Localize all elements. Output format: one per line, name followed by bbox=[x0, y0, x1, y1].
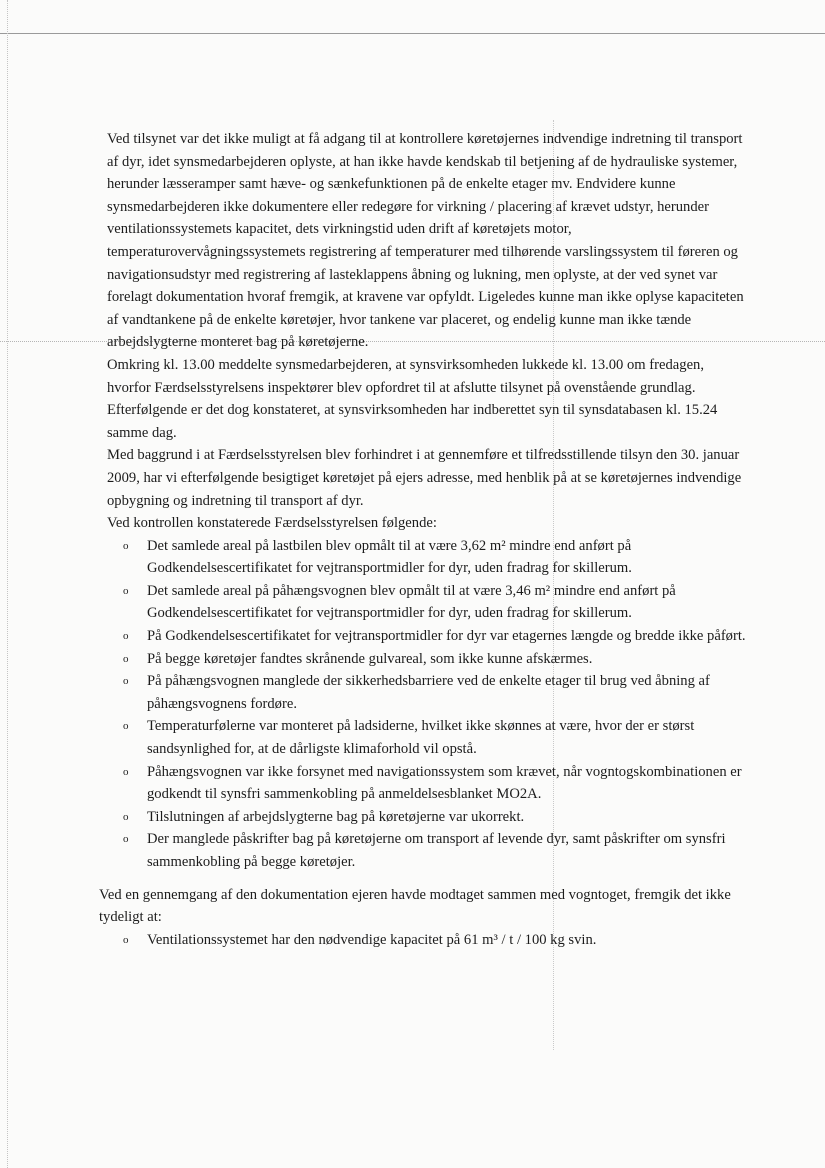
bullet-icon: o bbox=[123, 833, 129, 846]
closing-time-paragraph: Omkring kl. 13.00 meddelte synsmedarbejderen, at synsvirksomheden lukkede kl. 13.00 om fredagen, hvorfor Færdselsstyrelsens inspektører blev opfordret til at afslutte tilsynet på ovenstående grundlag. Efterfølgende er det dog konstateret, at synsvirksomheden har indberettet syn til synsdatabasen kl. 15.24 samme dag. bbox=[107, 356, 718, 441]
finding-text: Det samlede areal på påhængsvognen blev opmålt til at være 3,46 m² mindre end anført på Godkendelsescertifikatet for vejtransportmidler for dyr, uden fradrag for skillerum. bbox=[147, 582, 676, 622]
bullet-icon: o bbox=[123, 630, 129, 643]
bullet-icon: o bbox=[123, 720, 129, 733]
list-item bbox=[123, 625, 747, 648]
finding-text: På begge køretøjer fandtes skrånende gulvareal, som ikke kunne afskærmes. bbox=[147, 650, 593, 667]
intro-paragraph: Ved tilsynet var det ikke muligt at få adgang til at kontrollere køretøjernes indvendige indretning til transport af dyr, idet synsmedarbejderen oplyste, at han ikke havde kendskab til betjening af de hydrauliske systemer, herunder læsseramper samt hæve- og sænkefunktionen på de enkelte etager mv. Endvidere kunne synsmedarbejderen ikke dokumentere eller redegøre for virkning / placering af krævet udstyr, herunder ventilationssystemets kapacitet, dets virkningstid uden drift af køretøjets motor, temperaturovervågningssystemets registrering af temperaturer med tilhørende varslingssystem til føreren og navigationsudstyr med registrering af lasteklappens åbning og lukning, men oplyste, at der ved synet var forelagt dokumentation hvoraf fremgik, at kravene var opfyldt. Ligeledes kunne man ikke oplyse kapaciteten af vandtankene på de enkelte køretøjer, hvor tankene var placeret, og endelig kunne man ikke tænde arbejdslygterne monteret bag på køretøjerne. bbox=[107, 131, 744, 351]
documentation-lead: Ved en gennemgang af den dokumentation ejeren havde modtaget sammen med vogntoget, fremgik det ikke tydeligt at: bbox=[99, 886, 731, 926]
documentation-list bbox=[107, 929, 747, 952]
bullet-icon: o bbox=[123, 765, 129, 778]
list-item bbox=[123, 648, 747, 671]
documentation-text: Ventilationssystemet har den nødvendige kapacitet på 61 m³ / t / 100 kg svin. bbox=[147, 931, 597, 948]
finding-text: Temperaturfølerne var monteret på ladsiderne, hvilket ikke skønnes at være, hvor der er størst sandsynlighed for, at de dårligste klimaforhold vil opstå. bbox=[147, 718, 695, 758]
finding-text: Det samlede areal på lastbilen blev opmålt til at være 3,62 m² mindre end anført på Godkendelsescertifikatet for vejtransportmidler for dyr, uden fradrag for skillerum. bbox=[147, 537, 632, 577]
list-item bbox=[123, 929, 747, 952]
list-item bbox=[123, 670, 747, 715]
scan-top-rule bbox=[0, 33, 825, 34]
bullet-icon: o bbox=[123, 539, 129, 552]
finding-text: Tilslutningen af arbejdslygterne bag på køretøjerne var ukorrekt. bbox=[147, 808, 525, 825]
finding-text: Der manglede påskrifter bag på køretøjerne om transport af levende dyr, samt påskrifter om synsfri sammenkobling på begge køretøjer. bbox=[147, 831, 726, 870]
document-page bbox=[99, 128, 747, 951]
list-item bbox=[123, 715, 747, 760]
inspection-paragraph: Med baggrund i at Færdselsstyrelsen blev forhindret i at gennemføre et tilfredsstillende tilsyn den 30. januar 2009, har vi efterfølgende besigtiget køretøjet på ejers adresse, med henblik på at se køretøjernes indvendige opbygning og indretning til transport af dyr. bbox=[107, 447, 742, 509]
findings-lead: Ved kontrollen konstaterede Færdselsstyrelsen følgende: bbox=[107, 515, 437, 532]
list-item bbox=[123, 806, 747, 829]
list-item bbox=[123, 761, 747, 806]
bullet-icon: o bbox=[123, 584, 129, 597]
bullet-icon: o bbox=[123, 675, 129, 688]
findings-list bbox=[107, 535, 747, 874]
bullet-icon: o bbox=[123, 933, 129, 946]
bullet-icon: o bbox=[123, 652, 129, 665]
finding-text: På påhængsvognen manglede der sikkerhedsbarriere ved de enkelte etager til brug ved åbning af påhængsvognens fordøre. bbox=[147, 673, 710, 712]
finding-text: På Godkendelsescertifikatet for vejtransportmidler for dyr var etagernes længde og bredde ikke påført. bbox=[147, 628, 746, 645]
list-item bbox=[123, 828, 747, 873]
bullet-icon: o bbox=[123, 810, 129, 823]
list-item bbox=[123, 535, 747, 580]
list-item bbox=[123, 580, 747, 625]
finding-text: Påhængsvognen var ikke forsynet med navigationssystem som krævet, når vogntogskombinationen er godkendt til synsfri sammenkobling på anmeldelsesblanket MO2A. bbox=[147, 763, 742, 803]
scan-left-edge bbox=[7, 0, 8, 1168]
